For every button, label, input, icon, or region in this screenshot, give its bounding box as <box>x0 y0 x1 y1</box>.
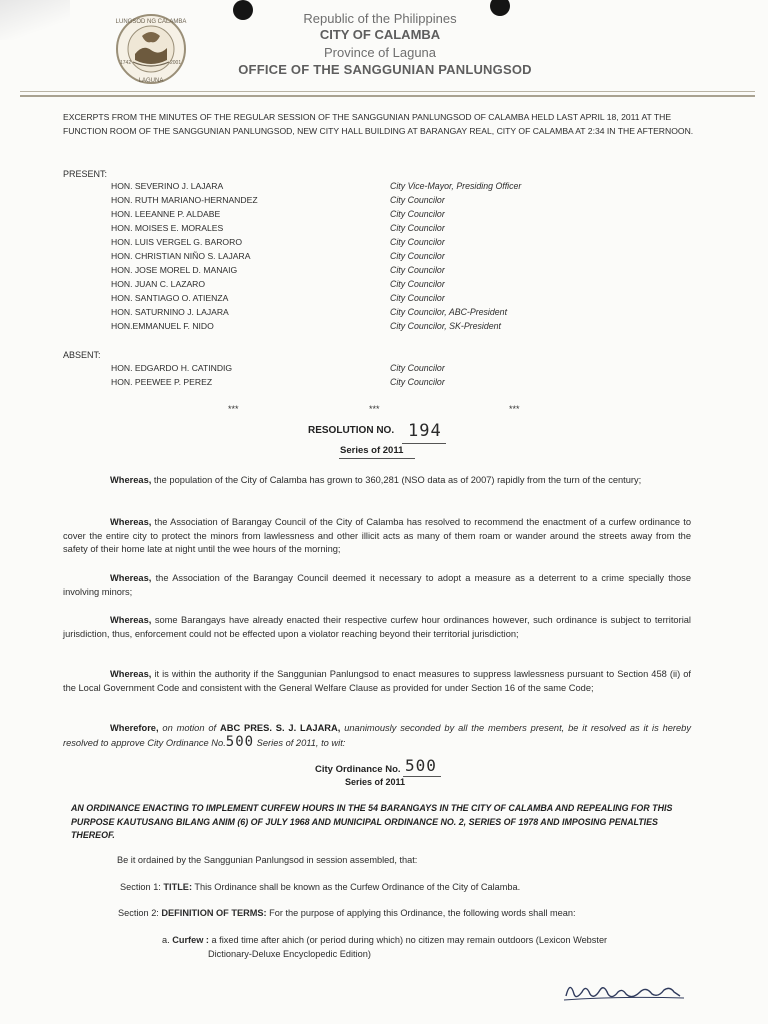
whereas-lead: Whereas, <box>110 573 152 583</box>
ordinance-label: City Ordinance No. <box>315 764 401 775</box>
present-name: HON. SEVERINO J. LAJARA <box>111 181 224 191</box>
wherefore-ordinance-number: 500 <box>225 733 255 750</box>
header-divider <box>20 91 755 92</box>
ordinance-title: AN ORDINANCE ENACTING TO IMPLEMENT CURFEW HOURS IN THE 54 BARANGAYS IN THE CITY OF CALAMBA AND REPEALING FOR THIS PURPOSE KAUTUSANG BILANG ANIM (6) OF JULY 1968 AND MUNICIPAL ORDINANCE NO. 2, SERIES OF 1978 AND IMPOSING PENALTIES THEREOF. <box>71 803 673 840</box>
whereas-text: it is within the authority if the Sanggunian Panlungsod to enact measures to suppress lawlessness pursuant to Section 458 (ii) of the Local Government Code and consistent with the General Welfare Clause as provided for under Section 16 of the same Code; <box>63 669 691 693</box>
present-role: City Councilor <box>390 195 445 205</box>
whereas-paragraph <box>63 668 691 695</box>
present-name: HON. CHRISTIAN NIÑO S. LAJARA <box>111 251 251 261</box>
ordained-clause: Be it ordained by the Sanggunian Panlungsod in session assembled, that: <box>117 855 418 865</box>
present-name: HON. JUAN C. LAZARO <box>111 279 206 289</box>
wherefore-text-2: unanimously seconded by all the members present, be it resolved as it is hereby resolved to approve City Ordinance No. <box>63 723 692 748</box>
whereas-lead: Whereas, <box>110 615 152 625</box>
absent-label: ABSENT: <box>63 350 101 360</box>
header-republic: Republic of the Philippines <box>303 11 457 26</box>
whereas-paragraph <box>63 516 691 557</box>
present-name: HON. LEEANNE P. ALDABE <box>111 209 221 219</box>
absent-name: HON. PEEWEE P. PEREZ <box>111 377 213 387</box>
present-role: City Vice-Mayor, Presiding Officer <box>390 181 522 191</box>
seal-ring-text: LUNGSOD NG CALAMBA <box>115 19 187 25</box>
wherefore-mover: ABC PRES. S. J. LAJARA, <box>220 723 341 733</box>
definition-curfew <box>162 935 607 945</box>
series-underline <box>339 458 415 459</box>
present-role: City Councilor <box>390 265 445 275</box>
separator-stars: *** <box>369 404 380 414</box>
seal-year-left: 1742 <box>120 60 132 66</box>
present-name: HON. JOSE MOREL D. MANAIG <box>111 265 238 275</box>
resolution-series: Series of 2011 <box>340 445 404 456</box>
seal-year-right: 2001 <box>170 60 182 66</box>
section-1-label: Section 1: <box>120 882 164 892</box>
definition-text: a fixed time after ahich (or period during which) no citizen may remain outdoors (Lexicon Webster <box>208 935 608 945</box>
minutes-intro: EXCERPTS FROM THE MINUTES OF THE REGULAR SESSION OF THE SANGGUNIAN PANLUNGSOD OF CALAMBA HELD LAST APRIL 18, 2011 AT THE FUNCTION ROOM OF THE SANGGUNIAN PANLUNGSOD, NEW CITY HALL BUILDING AT BARANGAY REAL, CITY OF CALAMBA AT 2:34 IN THE AFTERNOON. <box>63 112 694 136</box>
present-name: HON. LUIS VERGEL G. BARORO <box>111 237 243 247</box>
absent-name: HON. EDGARDO H. CATINDIG <box>111 363 233 373</box>
section-1 <box>120 882 520 892</box>
wherefore-lead: Wherefore, <box>110 723 159 733</box>
present-role: City Councilor, SK-President <box>390 321 501 331</box>
section-2-heading: DEFINITION OF TERMS: <box>161 908 267 918</box>
present-name: HON. RUTH MARIANO-HERNANDEZ <box>111 195 258 205</box>
definition-curfew-continued: Dictionary-Deluxe Encyclopedic Edition) <box>208 949 371 959</box>
resolution-number-underline <box>402 443 446 444</box>
whereas-text: some Barangays have already enacted their respective curfew hour ordinances however, such ordinance is subject to territorial jurisdiction, thus, enforcement could not be effected upon a violator reaching beyond their territorial jurisdiction; <box>63 615 691 639</box>
wherefore-text-1: on motion of <box>158 723 221 733</box>
present-role: City Councilor <box>390 237 445 247</box>
whereas-paragraph <box>63 572 691 599</box>
absent-role: City Councilor <box>390 377 445 387</box>
present-role: City Councilor <box>390 223 445 233</box>
ordinance-series: Series of 2011 <box>345 777 406 787</box>
definition-label: a. <box>162 935 173 945</box>
whereas-text: the population of the City of Calamba has grown to 360,281 (NSO data as of 2007) rapidly from the turn of the century; <box>151 475 642 485</box>
handwritten-signature <box>560 970 690 1010</box>
whereas-lead: Whereas, <box>110 517 152 527</box>
separator-stars: *** <box>228 404 239 414</box>
section-1-heading: TITLE: <box>163 882 192 892</box>
section-1-text: This Ordinance shall be known as the Curfew Ordinance of the City of Calamba. <box>192 882 521 892</box>
whereas-text: the Association of Barangay Council of the City of Calamba has resolved to recommend the enactment of a curfew ordinance to cover the entire city to protect the minors from lawlessness and other illicit acts as many of them roam or wander around the streets away from the safety of their home late at night until the wee hours of the morning; <box>63 517 691 555</box>
header-city: CITY OF CALAMBA <box>319 27 441 42</box>
city-seal-logo <box>106 12 196 86</box>
section-2-text: For the purpose of applying this Ordinance, the following words shall mean: <box>266 908 576 918</box>
present-name: HON. SANTIAGO O. ATIENZA <box>111 293 229 303</box>
whereas-lead: Whereas, <box>110 669 152 679</box>
present-role: City Councilor, ABC-President <box>390 307 508 317</box>
present-role: City Councilor <box>390 279 445 289</box>
header-divider-thick <box>20 95 755 97</box>
resolution-number: 194 <box>408 421 442 441</box>
ordinance-number-underline <box>403 776 441 777</box>
present-role: City Councilor <box>390 209 445 219</box>
present-role: City Councilor <box>390 293 445 303</box>
whereas-paragraph <box>63 614 691 641</box>
whereas-text: the Association of the Barangay Council deemed it necessary to adopt a measure as a deterrent to a crime specially those involving minors; <box>63 573 691 597</box>
absent-role: City Councilor <box>390 363 445 373</box>
wherefore-paragraph <box>63 722 691 750</box>
present-name: HON. MOISES E. MORALES <box>111 223 224 233</box>
separator-stars: *** <box>509 404 520 414</box>
definition-term: Curfew : <box>172 935 209 945</box>
wherefore-text-3: Series of 2011, to wit: <box>254 737 346 748</box>
resolution-label: RESOLUTION NO. <box>308 425 395 436</box>
header-province: Province of Laguna <box>323 45 437 60</box>
section-2 <box>118 908 576 918</box>
present-role: City Councilor <box>390 251 445 261</box>
section-2-label: Section 2: <box>118 908 162 918</box>
present-label: PRESENT: <box>63 169 108 179</box>
present-name: HON. SATURNINO J. LAJARA <box>111 307 229 317</box>
seal-bottom-text: LAGUNA <box>138 78 164 84</box>
paper-corner <box>0 0 70 40</box>
present-name: HON.EMMANUEL F. NIDO <box>111 321 214 331</box>
whereas-lead: Whereas, <box>110 475 152 485</box>
ordinance-number: 500 <box>405 756 437 775</box>
header-office: OFFICE OF THE SANGGUNIAN PANLUNGSOD <box>238 62 532 77</box>
whereas-paragraph <box>63 474 691 488</box>
